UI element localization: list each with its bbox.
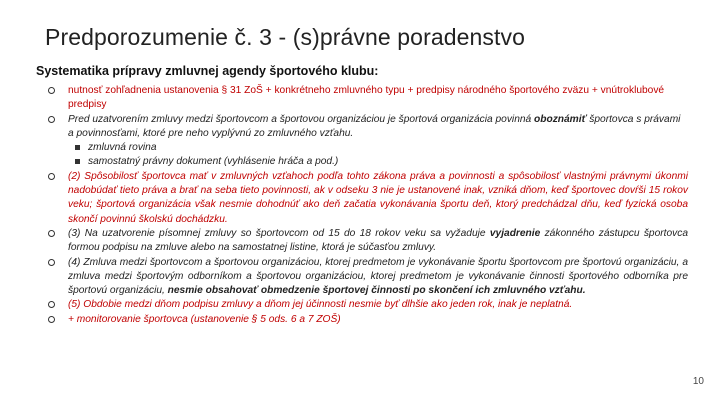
circle-bullet-icon [48,87,55,94]
list-item [48,313,688,327]
circle-bullet-icon [48,230,55,237]
item-text: (4) Zmluva medzi športovcom a športovou organizáciou, ktorej predmetom je vykonávanie športu športovcom pre športovú organizáciu, a zmluva medzi športovým odborníkom a športovou organizáciou, ktorej predmetom je vykonávanie činnosti športového odborníka pre športovú organizáciu, [68,256,688,297]
circle-bullet-icon [48,259,55,266]
item-text: zákonného zástupcu športovca formou podpisu na zmluve alebo na samostatnej listine, ktorá je súčasťou zmluvy. [68,227,688,254]
page-number: 10 [692,376,704,387]
list-item [48,113,688,170]
list-item [48,227,688,256]
sub-item [68,141,688,155]
slide-subtitle: Systematika prípravy zmluvnej agendy športového klubu: [36,64,379,78]
sub-item-text: zmluvná rovina [88,142,157,154]
item-text: nutnosť zohľadnenia ustanovenia § 31 ZoŠ + konkrétneho zmluvného typu + predpisy národného športového zväzu + vnútroklubové predpisy [68,85,665,111]
list-item [48,170,688,227]
list-item [48,298,688,312]
square-bullet-icon [75,145,80,150]
slide-title: Predporozumenie č. 3 - (s)právne poradenstvo [45,24,525,50]
circle-bullet-icon [48,173,55,180]
square-bullet-icon [75,159,80,164]
item-text: Pred uzatvorením zmluvy medzi športovcom a športovou organizáciou je športová organizácia povinná [68,113,535,125]
item-text: (2) Spôsobilosť športovca mať v zmluvných vzťahoch podľa tohto zákona práva a povinnosti a spôsobilosť vlastnými právnymi úkonmi nadobúdať tieto práva a brať na seba tieto povinnosti, ak v odseku 3 nie je ustanovené inak, vzniká dňom, keď športovec dovŕši 15 rokov veku; športová organizácia však nesmie dohodnúť ako deň začatia vykonávania športu deň, ktorý predchádzal dňu, keď fyzická osoba skončí povinnú školskú dochádzku. [68,170,688,225]
item-text: (3) Na uzatvorenie písomnej zmluvy so športovcom od 15 do 18 rokov veku sa vyžaduje [68,227,490,239]
item-text: (5) Obdobie medzi dňom podpisu zmluvy a dňom jej účinnosti nesmie byť dlhšie ako jeden rok, inak je neplatná. [68,299,573,311]
sub-item [68,155,688,169]
list-item [48,84,688,113]
item-bold-text: oboznámiť [534,113,587,125]
list-item [48,256,688,299]
circle-bullet-icon [48,301,55,308]
sub-item-text: samostatný právny dokument (vyhlásenie hráča a pod.) [88,156,339,168]
circle-bullet-icon [48,316,55,323]
circle-bullet-icon [48,116,55,123]
bullet-list [48,84,688,327]
item-text: + monitorovanie športovca (ustanovenie § 5 ods. 6 a 7 ZOŠ) [68,313,341,325]
item-bold-text: vyjadrenie [489,227,541,239]
item-bold-text: nesmie obsahovať obmedzenie športovej činnosti po skončení ich zmluvného vzťahu. [167,285,586,297]
item-text: športovca s právami a povinnosťami, ktoré pre neho vyplývnú zo zmluvného vzťahu. [68,113,681,139]
